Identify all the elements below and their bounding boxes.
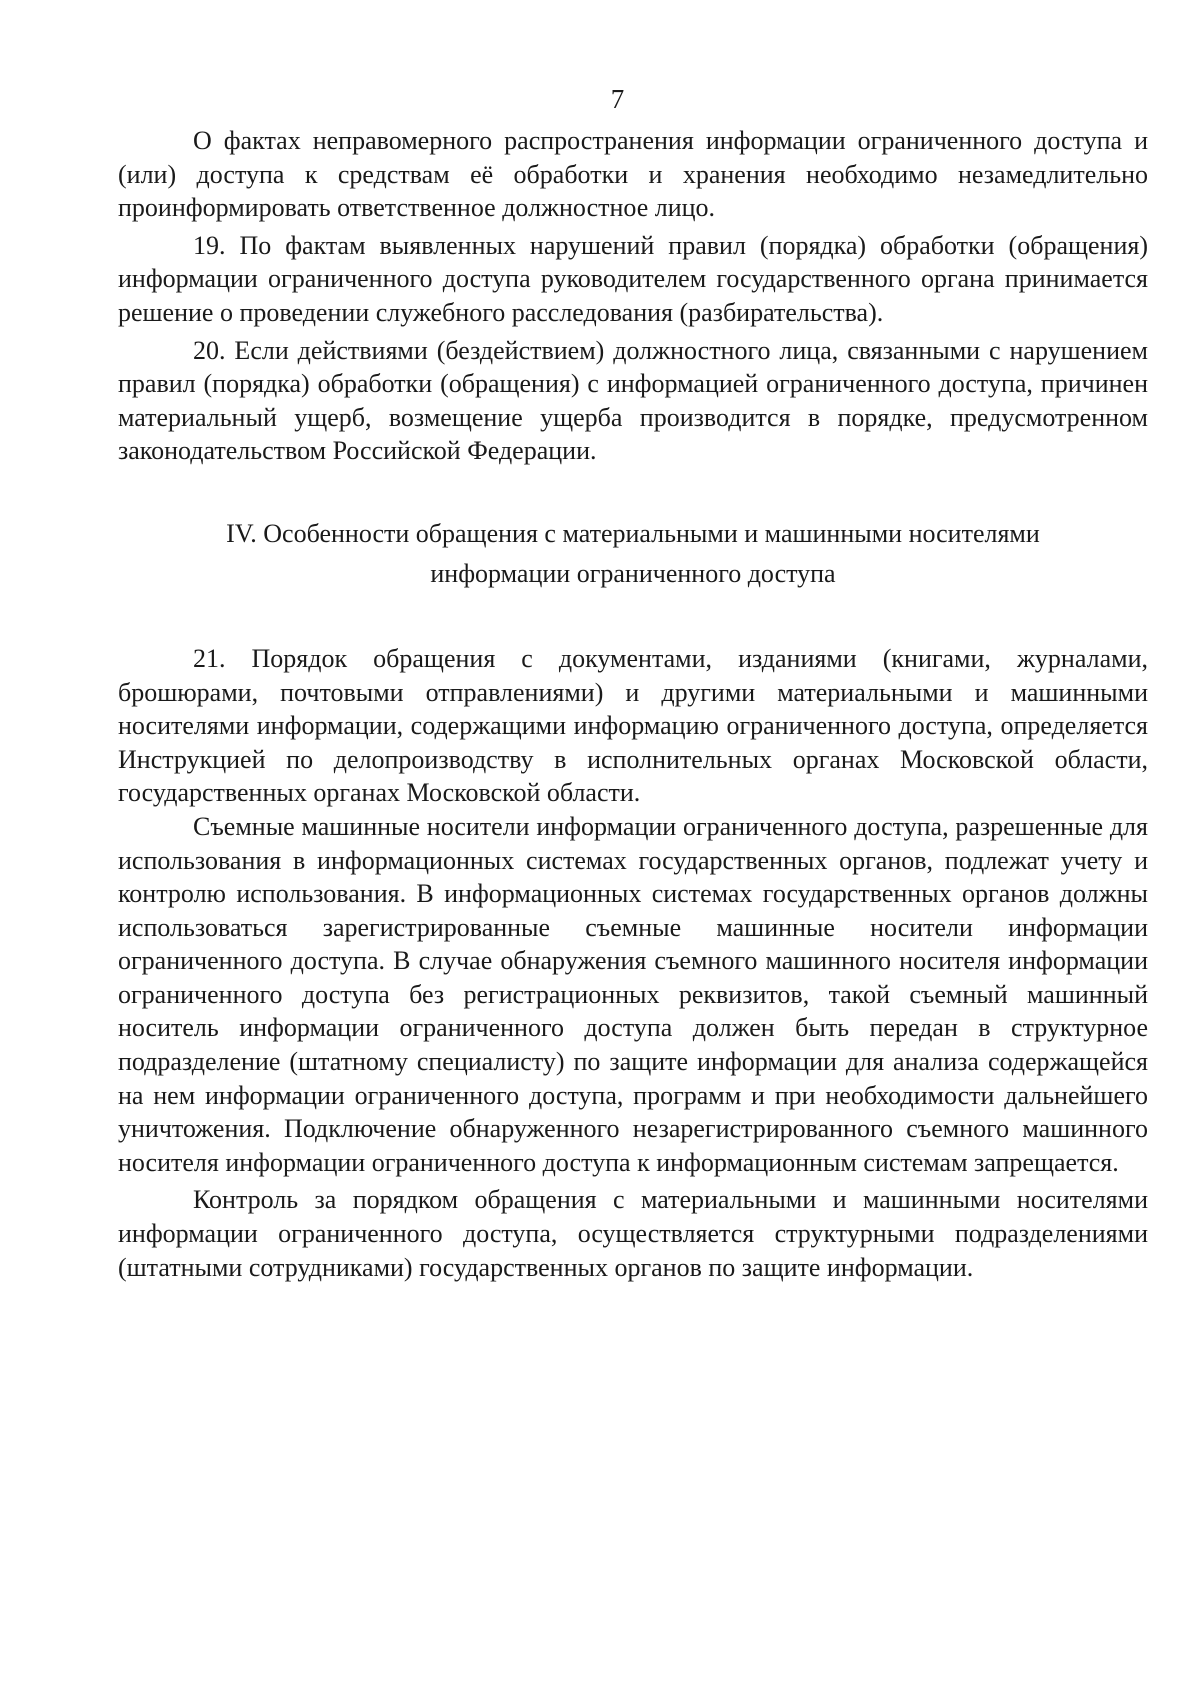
paragraph-21: 21. Порядок обращения с документами, изданиями (книгами, журналами, брошюрами, почтовыми отправлениями) и другими материальными и машинными носителями информации, содержащими информацию ограниченного доступа, определяется Инструкцией по делопроизводству в исполнительных органах Московской области, государственных органах Московской области. <box>118 643 1148 808</box>
paragraph-control: Контроль за порядком обращения с материальными и машинными носителями информации ограниченного доступа, осуществляется структурными подразделениями (штатными сотрудниками) государственных органов по защите информации. <box>118 1185 1148 1282</box>
paragraph-unlawful-distribution: О фактах неправомерного распространения информации ограниченного доступа и (или) доступа к средствам её обработки и хранения необходимо незамедлительно проинформировать ответственное должностное лицо. <box>118 126 1148 223</box>
section-heading-line-2: информации ограниченного доступа <box>430 558 836 588</box>
page-number: 7 <box>610 84 625 114</box>
paragraph-19: 19. По фактам выявленных нарушений правил (порядка) обработки (обращения) информации ограниченного доступа руководителем государственного органа принимается решение о проведении служебного расследования (разбирательства). <box>118 230 1148 327</box>
section-heading-line-1: IV. Особенности обращения с материальными и машинными носителями <box>226 518 1040 548</box>
paragraph-20: 20. Если действиями (бездействием) должностного лица, связанными с нарушением правил (порядка) обработки (обращения) с информацией ограниченного доступа, причинен материальный ущерб, возмещение ущерба производится в порядке, предусмотренном законодательством Российской Федерации. <box>118 335 1148 466</box>
paragraph-removable-media: Съемные машинные носители информации ограниченного доступа, разрешенные для использования в информационных системах государственных органов, подлежат учету и контролю использования. В информационных системах государственных органов должны использоваться зарегистрированные съемные машинные носители информации ограниченного доступа. В случае обнаружения съемного машинного носителя информации ограниченного доступа без регистрационных реквизитов, такой съемный машинный носитель информации ограниченного доступа должен быть передан в структурное подразделение (штатному специалисту) по защите информации для анализа содержащейся на нем информации ограниченного доступа, программ и при необходимости дальнейшего уничтожения. Подключение обнаруженного незарегистрированного съемного машинного носителя информации ограниченного доступа к информационным системам запрещается. <box>118 811 1148 1177</box>
section-heading-iv <box>118 514 1148 594</box>
document-body <box>118 124 1148 1284</box>
